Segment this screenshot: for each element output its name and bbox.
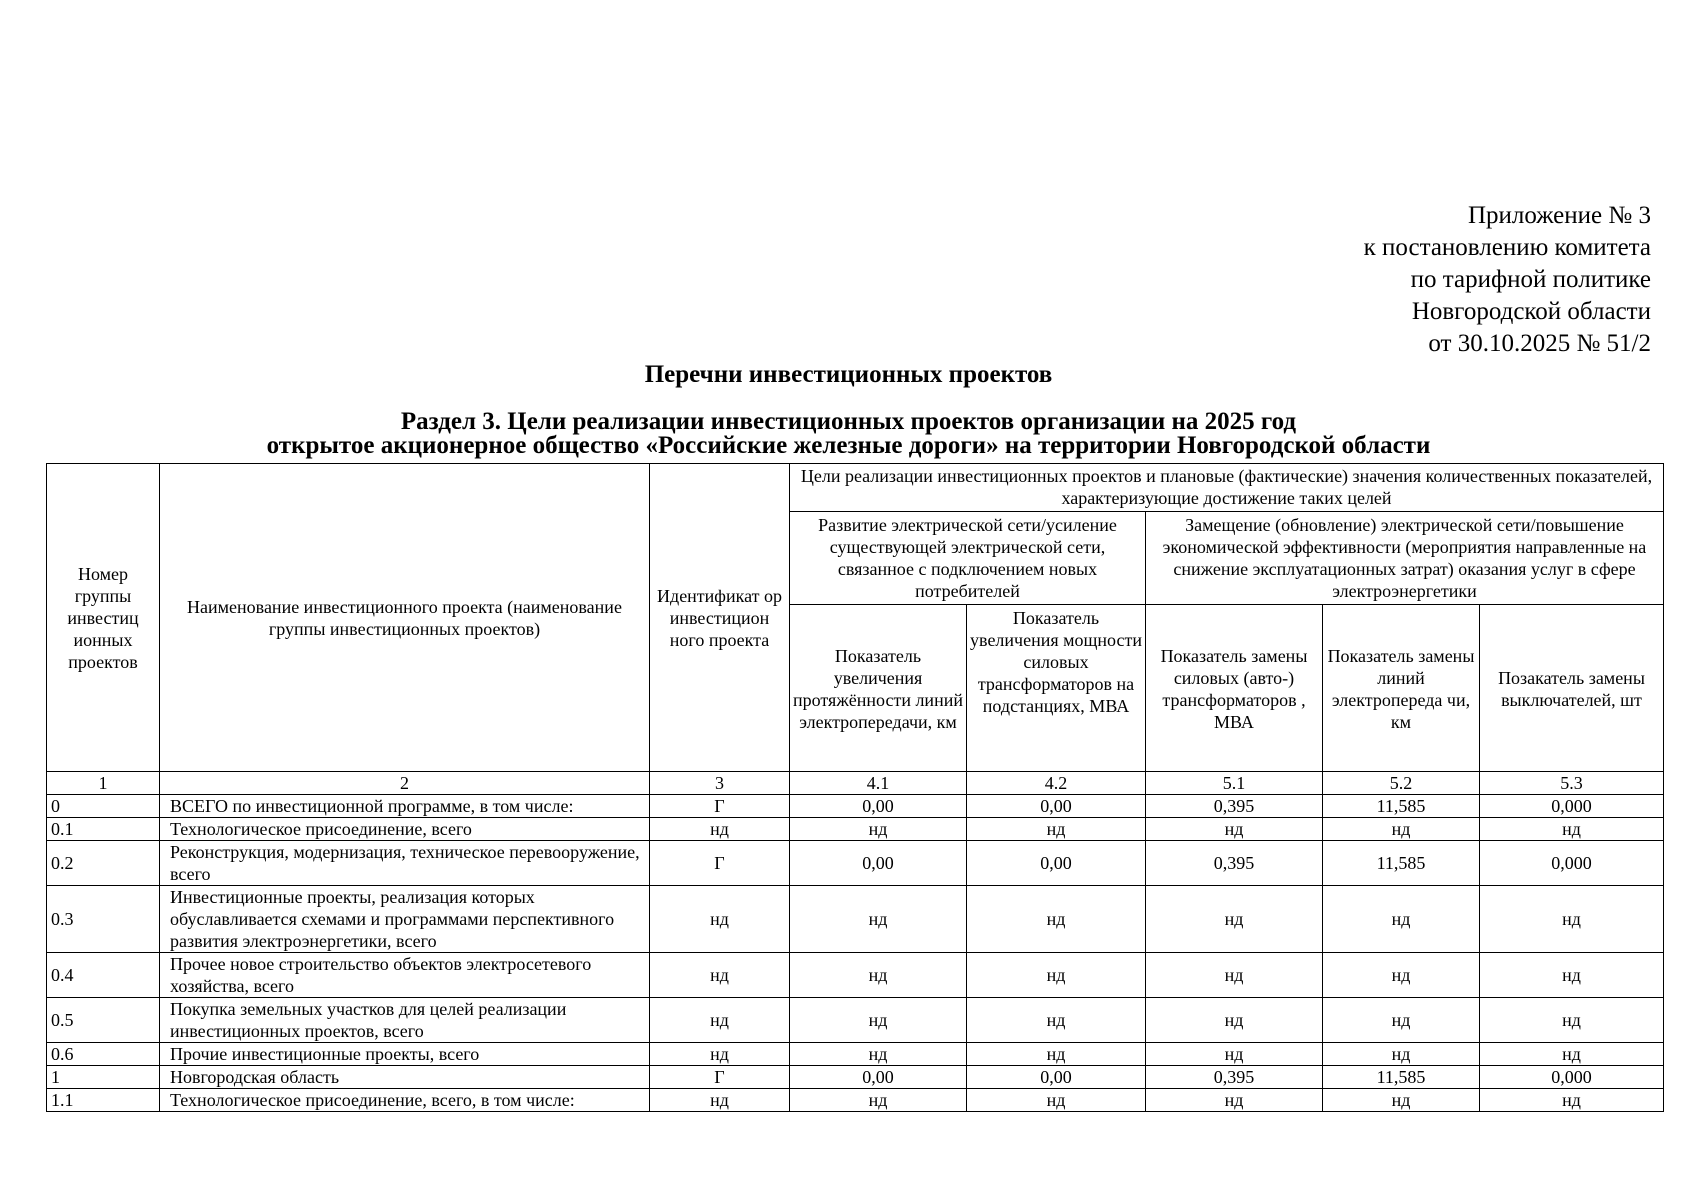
row-value-5-2: нд [1323,818,1480,841]
row-value-4-1: 0,00 [790,841,967,886]
row-number: 1 [47,1066,160,1089]
row-value-5-2: нд [1323,1043,1480,1066]
row-value-5-3: нд [1480,1043,1664,1066]
row-value-5-2: нд [1323,1089,1480,1112]
row-value-5-3: 0,000 [1480,1066,1664,1089]
row-value-4-1: 0,00 [790,795,967,818]
row-number: 0 [47,795,160,818]
row-value-5-3: 0,000 [1480,795,1664,818]
column-number: 5.2 [1323,772,1480,795]
row-value-5-3: нд [1480,818,1664,841]
row-value-4-1: нд [790,818,967,841]
row-value-4-1: нд [790,1089,967,1112]
table-row [47,1043,1664,1066]
column-number: 3 [650,772,790,795]
row-value-5-3: нд [1480,1089,1664,1112]
row-number: 0.6 [47,1043,160,1066]
header-group-number: Номер группы инвестиц ионных проектов [47,464,160,772]
section-title-line: Раздел 3. Цели реализации инвестиционных проектов организации на 2025 год [400,408,1297,435]
row-value-4-2: нд [967,886,1146,953]
table-body [47,772,1664,1112]
header-col-4-2: Показатель увеличения мощности силовых трансформаторов на подстанциях, МВА [967,605,1146,772]
column-number: 1 [47,772,160,795]
appendix-line: Приложение № 3 [1467,202,1651,229]
column-number: 4.2 [967,772,1146,795]
column-number: 5.1 [1146,772,1323,795]
row-name: Технологическое присоединение, всего [160,818,650,841]
header-col-5-2: Показатель замены линий электропереда чи, км [1323,605,1480,772]
row-value-5-2: нд [1323,953,1480,998]
section-title-line: открытое акционерное общество «Российские железные дороги» на территории Новгородской области [266,432,1431,459]
row-value-4-2: нд [967,998,1146,1043]
header-goals: Цели реализации инвестиционных проектов и плановые (фактические) значения количественных показателей, характеризующие достижение таких целей [790,464,1664,512]
row-name: Покупка земельных участков для целей реализации инвестиционных проектов, всего [160,998,650,1043]
header-development-group: Развитие электрической сети/усиление существующей электрической сети, связанное с подключением новых потребителей [790,512,1146,605]
row-value-5-3: нд [1480,953,1664,998]
row-value-5-1: нд [1146,886,1323,953]
row-value-5-2: нд [1323,998,1480,1043]
row-name: Технологическое присоединение, всего, в том числе: [160,1089,650,1112]
header-col-4-1: Показатель увеличения протяжённости линий электропередачи, км [790,605,967,772]
row-value-5-1: 0,395 [1146,1066,1323,1089]
section-title [0,410,1697,458]
table-header [47,464,1664,772]
row-identifier: нд [650,886,790,953]
column-numbers-row [47,772,1664,795]
appendix-line: Новгородской области [1411,298,1651,325]
header-replacement-group: Замещение (обновление) электрической сети/повышение экономической эффективности (мероприятия направленные на снижение эксплуатационных затрат) оказания услуг в сфере электроэнергетики [1146,512,1664,605]
column-number: 2 [160,772,650,795]
row-identifier: нд [650,998,790,1043]
investment-goals-table [46,463,1664,1112]
header-project-name: Наименование инвестиционного проекта (наименование группы инвестиционных проектов) [160,464,650,772]
row-identifier: нд [650,953,790,998]
row-value-4-2: 0,00 [967,795,1146,818]
row-name: Прочие инвестиционные проекты, всего [160,1043,650,1066]
row-value-4-1: 0,00 [790,1066,967,1089]
row-value-5-3: нд [1480,886,1664,953]
row-number: 0.4 [47,953,160,998]
table-row [47,886,1664,953]
table-row [47,841,1664,886]
row-name: Прочее новое строительство объектов электросетевого хозяйства, всего [160,953,650,998]
table-row [47,953,1664,998]
row-value-4-2: 0,00 [967,841,1146,886]
row-value-5-2: 11,585 [1323,795,1480,818]
row-value-5-1: нд [1146,1089,1323,1112]
row-identifier: Г [650,1066,790,1089]
row-value-5-2: 11,585 [1323,841,1480,886]
column-number: 4.1 [790,772,967,795]
row-value-4-2: нд [967,953,1146,998]
row-value-5-1: нд [1146,1043,1323,1066]
row-value-5-2: 11,585 [1323,1066,1480,1089]
row-identifier: нд [650,818,790,841]
row-number: 0.5 [47,998,160,1043]
row-value-5-1: 0,395 [1146,795,1323,818]
row-value-4-1: нд [790,953,967,998]
appendix-line: по тарифной политике [1410,266,1651,293]
row-name: ВСЕГО по инвестиционной программе, в том числе: [160,795,650,818]
row-value-4-2: 0,00 [967,1066,1146,1089]
header-col-5-3: Позакатель замены выключателей, шт [1480,605,1664,772]
header-identifier: Идентификат ор инвестицион ного проекта [650,464,790,772]
row-name: Реконструкция, модернизация, техническое перевооружение, всего [160,841,650,886]
row-value-4-2: нд [967,1089,1146,1112]
row-value-4-1: нд [790,1043,967,1066]
row-identifier: Г [650,841,790,886]
row-value-4-1: нд [790,998,967,1043]
appendix-block [1364,200,1651,360]
appendix-line: к постановлению комитета [1363,234,1651,261]
table-row [47,795,1664,818]
appendix-line: от 30.10.2025 № 51/2 [1428,330,1651,357]
row-value-5-1: 0,395 [1146,841,1323,886]
row-number: 1.1 [47,1089,160,1112]
row-value-5-1: нд [1146,953,1323,998]
row-value-5-3: нд [1480,998,1664,1043]
header-col-5-1: Показатель замены силовых (авто-) трансформаторов , МВА [1146,605,1323,772]
row-value-5-1: нд [1146,818,1323,841]
table-row [47,1066,1664,1089]
row-value-4-2: нд [967,818,1146,841]
document-title: Перечни инвестиционных проектов [644,361,1053,388]
row-name: Инвестиционные проекты, реализация которых обуславливается схемами и программами перспективного развития электроэнергетики, всего [160,886,650,953]
row-value-5-2: нд [1323,886,1480,953]
row-value-4-1: нд [790,886,967,953]
row-number: 0.3 [47,886,160,953]
row-value-5-1: нд [1146,998,1323,1043]
row-identifier: нд [650,1043,790,1066]
row-identifier: нд [650,1089,790,1112]
row-value-5-3: 0,000 [1480,841,1664,886]
table-row [47,818,1664,841]
row-number: 0.1 [47,818,160,841]
row-number: 0.2 [47,841,160,886]
column-number: 5.3 [1480,772,1664,795]
row-identifier: Г [650,795,790,818]
row-value-4-2: нд [967,1043,1146,1066]
table-row [47,1089,1664,1112]
row-name: Новгородская область [160,1066,650,1089]
table-row [47,998,1664,1043]
